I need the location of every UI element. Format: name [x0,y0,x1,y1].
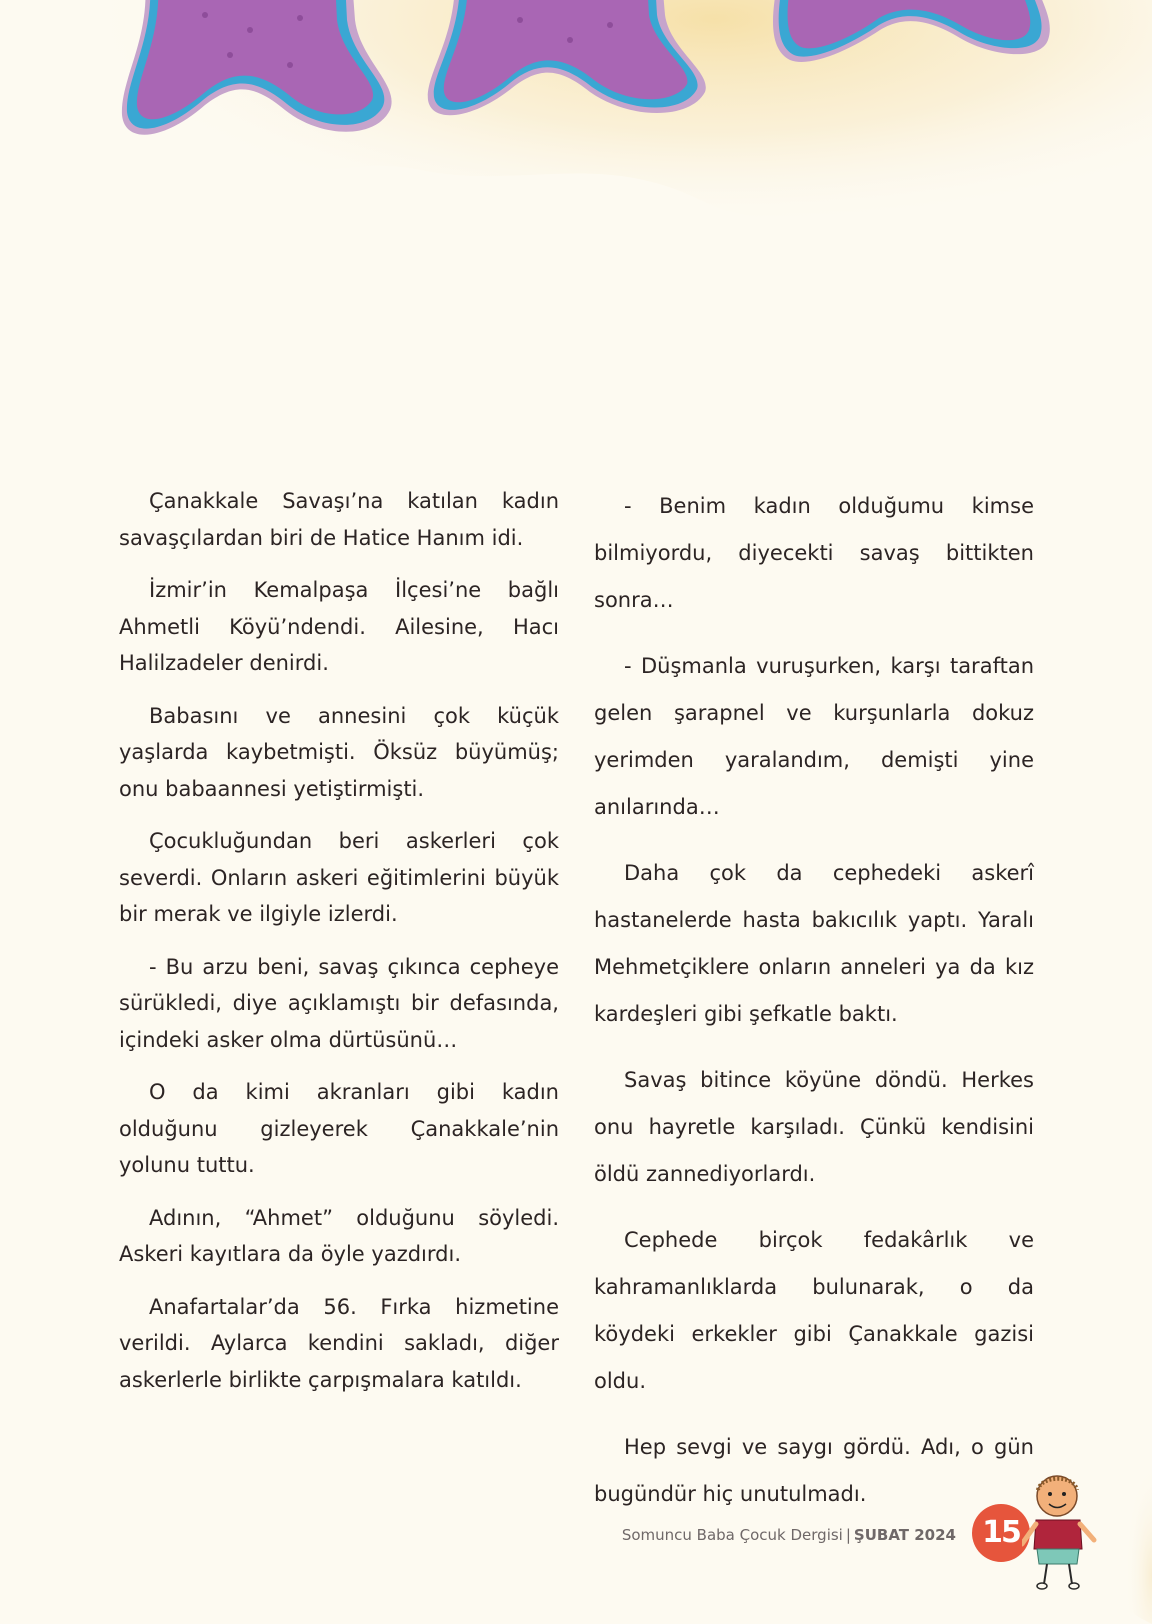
paragraph: O da kimi akranları gibi kadın olduğunu gizleyerek Çanakkale’nin yolunu tuttu. [119,1080,559,1177]
paragraph: Savaş bitince köyüne döndü. Herkes onu hayretle karşıladı. Çünkü kendisini öldü zannediyorlardı. [594,1068,1034,1186]
issue-date: ŞUBAT 2024 [853,1526,956,1544]
starfish-icon [428,0,706,115]
article-left-column [119,483,559,1414]
paragraph: Cephede birçok fedakârlık ve kahramanlıklarda bulunarak, o da köydeki erkekler gibi Çanakkale gazisi oldu. [594,1228,1034,1393]
child-character-icon [1022,1474,1112,1594]
paragraph: - Düşmanla vuruşurken, karşı taraftan gelen şarapnel ve kurşunlarla dokuz yerimden yaralandım, demişti yine anılarında… [594,654,1034,819]
paragraph: Çanakkale Savaşı’na katılan kadın savaşçılardan biri de Hatice Hanım idi. [119,489,559,550]
paragraph: Anafartalar’da 56. Fırka hizmetine verildi. Aylarca kendini sakladı, diğer askerlerle birlikte çarpışmalara katıldı. [119,1294,559,1392]
starfish-icon [122,0,392,135]
magazine-name: Somuncu Baba Çocuk Dergisi [621,1526,843,1544]
paragraph: Daha çok da cephedeki askerî hastanelerde hasta bakıcılık yaptı. Yaralı Mehmetçiklere onların anneleri ya da kız kardeşleri gibi şefkatle baktı. [594,861,1034,1026]
paragraph: Adının, “Ahmet” olduğunu söyledi. Askeri kayıtlara da öyle yazdırdı. [119,1205,559,1266]
footer-separator: | [845,1526,851,1544]
paragraph: - Benim kadın olduğumu kimse bilmiyordu, diyecekti savaş bittikten sonra… [594,494,1034,612]
page-footer [622,1526,956,1544]
paragraph: Babasını ve annesini çok küçük yaşlarda kaybetmişti. Öksüz büyümüş; onu babaannesi yetiştirmişti. [119,703,559,801]
paragraph: Hep sevgi ve saygı gördü. Adı, o gün bugündür hiç unutulmadı. [594,1435,1034,1506]
article-right-column [594,483,1034,1537]
paragraph: İzmir’in Kemalpaşa İlçesi’ne bağlı Ahmetli Köyü’ndendi. Ailesine, Hacı Halilzadeler denirdi. [119,578,559,675]
page-number: 15 [982,1515,1020,1550]
starfish-decoration [0,0,1152,160]
paragraph: - Bu arzu beni, savaş çıkınca cepheye sürükledi, diye açıklamıştı bir defasında, içindeki asker olma dürtüsünü… [119,954,559,1052]
starfish-icon [773,0,1050,62]
paragraph: Çocukluğundan beri askerleri çok severdi. Onların askeri eğitimlerini büyük bir merak ve ilgiyle izlerdi. [119,829,559,926]
